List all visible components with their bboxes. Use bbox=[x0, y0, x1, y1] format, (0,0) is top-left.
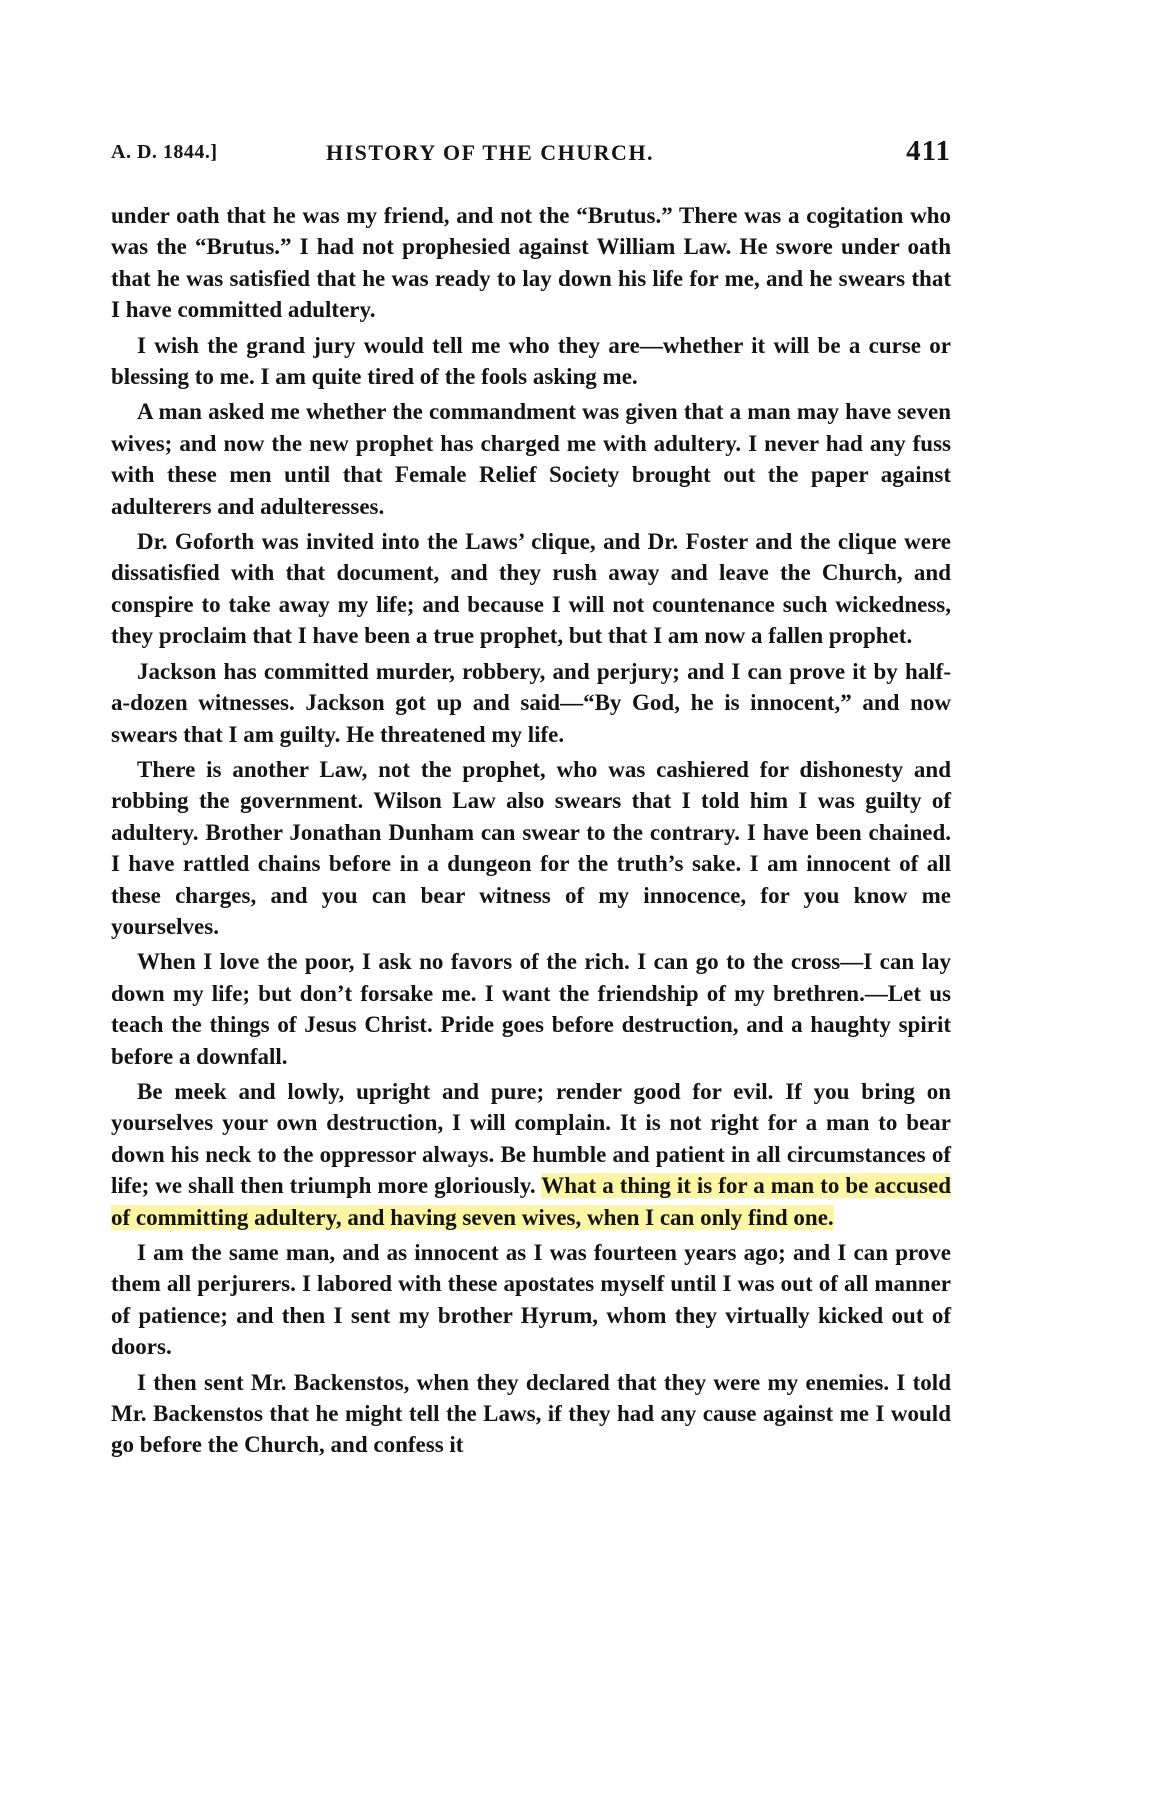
running-head-date: A. D. 1844.] bbox=[111, 141, 218, 163]
paragraph-5: Jackson has committed murder, robbery, and perjury; and I can prove it by half-a-dozen witnesses. Jackson got up and said—“By God, he is innocent,” and now swears that I am guilty. He threatened my life. bbox=[111, 658, 951, 747]
running-head-title: HISTORY OF THE CHURCH. bbox=[326, 140, 655, 165]
paragraph-1: under oath that he was my friend, and not the “Brutus.” There was a cogitation who was the “Brutus.” I had not prophesied against William Law. He swore under oath that he was satisfied that he was ready to lay down his life for me, and he swears that I have committed adultery. bbox=[111, 203, 951, 323]
paragraph-8-text: Be meek and lowly, upright and pure; render good for evil. If you bring on yourselves your own destruction, I will complain. It is not right for a man to bear down his neck to the oppressor always. Be humble and patient in all circumstances of life; we shall then triumph more gloriously. bbox=[111, 1078, 951, 1199]
paragraph-6: There is another Law, not the prophet, who was cashiered for dishonesty and robbing the government. Wilson Law also swears that I told him I was guilty of adultery. Brother Jonathan Dunham can swear to the contrary. I have been chained. I have rattled chains before in a dungeon for the truth’s sake. I am innocent of all these charges, and you can bear witness of my innocence, for you know me yourselves. bbox=[111, 756, 951, 939]
highlighted-passage[interactable]: What a thing it is for a man to be accused of committing adultery, and having seven wives, when I can only find one. bbox=[111, 1173, 951, 1230]
paragraph-8 bbox=[111, 1076, 951, 1233]
page-number: 411 bbox=[906, 135, 951, 167]
paragraph-4: Dr. Goforth was invited into the Laws’ clique, and Dr. Foster and the clique were dissatisfied with that document, and they rush away and leave the Church, and conspire to take away my life; and because I will not countenance such wickedness, they proclaim that I have been a true prophet, but that I am now a fallen prophet. bbox=[111, 529, 951, 649]
paragraph-10: I then sent Mr. Backenstos, when they declared that they were my enemies. I told Mr. Backenstos that he might tell the Laws, if they had any cause against me I would go before the Church, and confess it bbox=[111, 1369, 951, 1458]
paragraph-7: When I love the poor, I ask no favors of the rich. I can go to the cross—I can lay down my life; but don’t forsake me. I want the friendship of my brethren.—Let us teach the things of Jesus Christ. Pride goes before destruction, and a haughty spirit before a downfall. bbox=[111, 949, 951, 1069]
running-head bbox=[111, 135, 951, 175]
paragraph-3: A man asked me whether the commandment was given that a man may have seven wives; and now the new prophet has charged me with adultery. I never had any fuss with these men until that Female Relief Society brought out the paper against adulterers and adulteresses. bbox=[111, 399, 951, 519]
body-text bbox=[111, 200, 951, 1465]
paragraph-2: I wish the grand jury would tell me who they are—whether it will be a curse or blessing to me. I am quite tired of the fools asking me. bbox=[111, 332, 951, 390]
paragraph-9: I am the same man, and as innocent as I was fourteen years ago; and I can prove them all perjurers. I labored with these apostates myself until I was out of all manner of patience; and then I sent my brother Hyrum, whom they virtually kicked out of doors. bbox=[111, 1240, 951, 1360]
